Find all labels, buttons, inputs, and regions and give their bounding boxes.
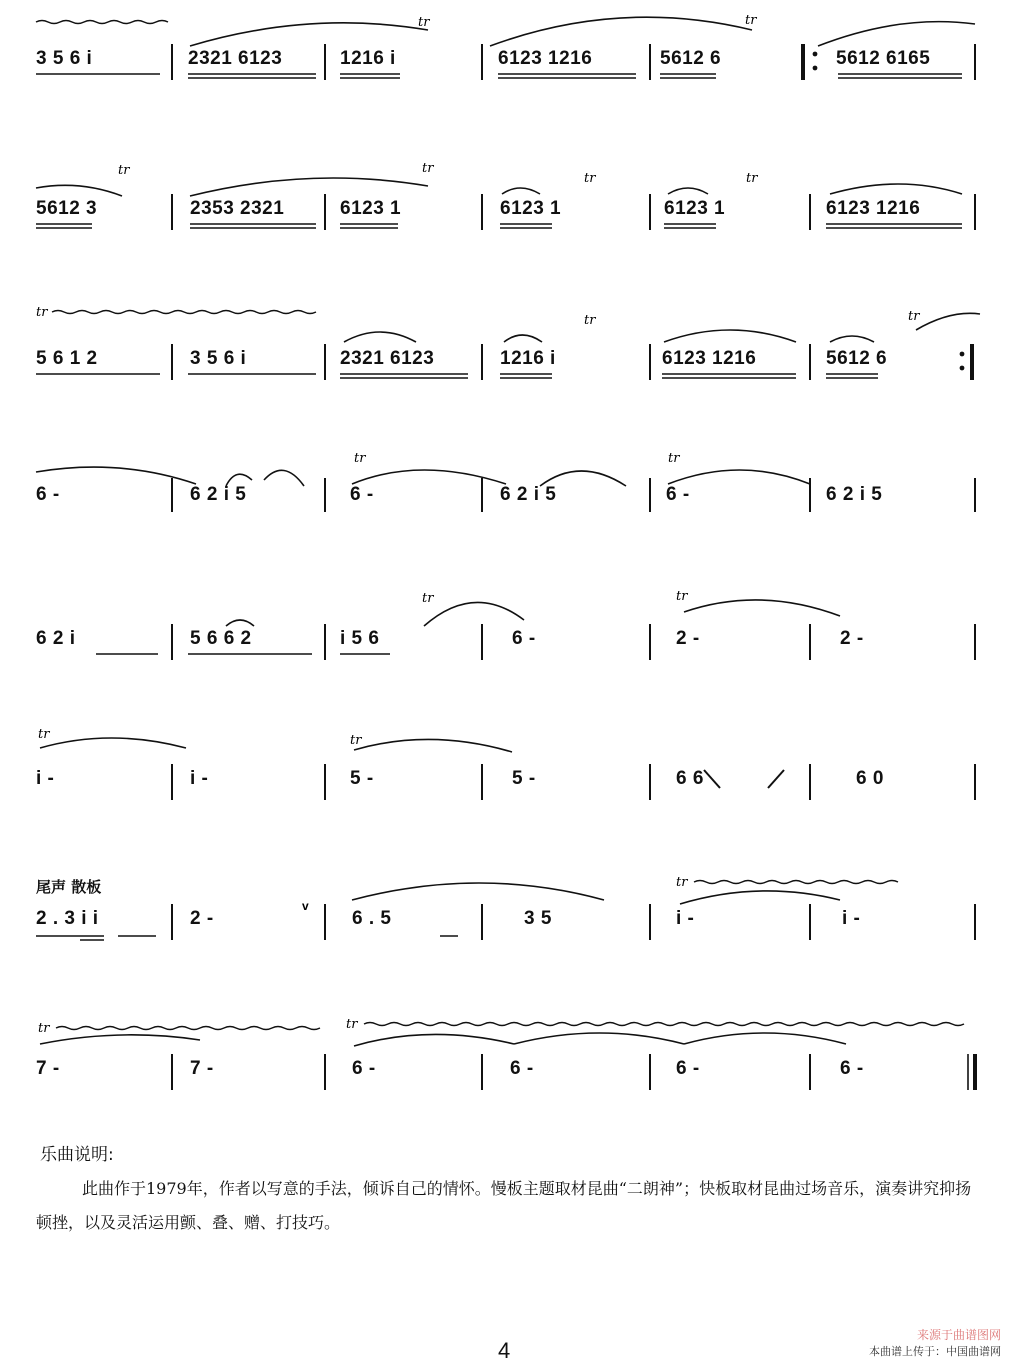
measure: 6 - — [36, 484, 60, 505]
measure: 6 0 — [856, 768, 884, 789]
notes-section-body: 此曲作于1979年，作者以写意的手法，倾诉自己的情怀。慢板主题取材昆曲“二朗神”；快板取材昆曲过场音乐，演奏讲究抑扬顿挫，以及灵活运用颤、叠、赠、打技巧。 — [36, 1179, 972, 1232]
measure: 2321 6123 — [340, 348, 435, 369]
measure: 6 - — [512, 628, 536, 649]
measure: 3 5 — [524, 908, 552, 929]
measure: 2353 2321 — [190, 198, 285, 219]
watermark — [869, 1326, 1001, 1359]
page-number: 4 — [498, 1338, 511, 1363]
trill-mark: tr — [418, 15, 430, 30]
measure: i - — [676, 908, 695, 929]
trill-mark: tr — [676, 875, 688, 890]
score-system-1 — [0, 0, 1013, 120]
trill-mark: tr — [422, 591, 434, 606]
trill-mark: tr — [36, 305, 48, 320]
measure: 6 - — [666, 484, 690, 505]
measure: 3 5 6 i — [190, 348, 247, 369]
score-system-6 — [0, 720, 1013, 840]
measure: 2 - — [190, 908, 214, 929]
measure: 6 - — [350, 484, 374, 505]
measure: i - — [190, 768, 209, 789]
measure: 1216 i — [340, 48, 396, 69]
score-system-2 — [0, 150, 1013, 270]
measure: 6123 1216 — [826, 198, 921, 219]
measure: 5 - — [512, 768, 536, 789]
measure: 7 - — [36, 1058, 60, 1079]
watermark-source-text: 来源于曲谱图网 — [916, 1328, 1001, 1342]
measure: 6123 1216 — [662, 348, 757, 369]
trill-mark: tr — [668, 451, 680, 466]
measure: 5 6 1 2 — [36, 348, 98, 369]
score-system-3 — [0, 300, 1013, 420]
measure: i - — [842, 908, 861, 929]
measure: 6 - — [352, 1058, 376, 1079]
notes-section-title: 乐曲说明: — [40, 1145, 114, 1165]
measure: 6 - — [510, 1058, 534, 1079]
trill-mark: tr — [584, 313, 596, 328]
measure: 7 - — [190, 1058, 214, 1079]
score-system-4 — [0, 450, 1013, 570]
coda-section-label: 尾声 散板 — [36, 878, 102, 896]
measure: 6 6 — [676, 768, 704, 789]
measure: 3 5 6 i — [36, 48, 93, 69]
trill-mark: tr — [676, 589, 688, 604]
trill-mark: tr — [746, 171, 758, 186]
measure: 6 . 5 — [352, 908, 392, 929]
measure: 6 - — [676, 1058, 700, 1079]
measure: 2 . 3 i i — [36, 908, 99, 929]
measure: i - — [36, 768, 55, 789]
measure: 6 2 i 5 — [826, 484, 883, 505]
measure: 6123 1 — [340, 198, 402, 219]
measure: 6 2 i 5 — [190, 484, 247, 505]
score-system-7 — [0, 860, 1013, 980]
measure: 2 - — [676, 628, 700, 649]
trill-mark: tr — [346, 1017, 358, 1032]
measure: 5612 6 — [826, 348, 888, 369]
watermark-upload-text: 本曲谱上传于：中国曲谱网 — [869, 1345, 1001, 1358]
measure: 5 6 6 2 — [190, 628, 252, 649]
measure: 5612 6 — [660, 48, 722, 69]
trill-mark: tr — [745, 13, 757, 28]
measure: 6 2 i — [36, 628, 76, 649]
measure: 6 - — [840, 1058, 864, 1079]
measure: 6123 1216 — [498, 48, 593, 69]
trill-mark: tr — [354, 451, 366, 466]
trill-mark: tr — [422, 161, 434, 176]
measure: i 5 6 — [340, 628, 380, 649]
trill-mark: tr — [38, 1021, 50, 1036]
system-7-markings — [0, 860, 1013, 980]
score-system-8 — [0, 1000, 1013, 1120]
trill-mark: tr — [584, 171, 596, 186]
measure: 2 - — [840, 628, 864, 649]
measure: 5612 6165 — [836, 48, 931, 69]
trill-mark: tr — [38, 727, 50, 742]
measure: 6123 1 — [664, 198, 726, 219]
score-system-5 — [0, 580, 1013, 700]
measure: 5612 3 — [36, 198, 98, 219]
trill-mark: tr — [350, 733, 362, 748]
measure: 6123 1 — [500, 198, 562, 219]
svg-text:v: v — [302, 899, 309, 913]
trill-mark: tr — [908, 309, 920, 324]
system-4-markings — [0, 450, 1013, 570]
measure: 6 2 i 5 — [500, 484, 557, 505]
measure: 1216 i — [500, 348, 556, 369]
trill-mark: tr — [118, 163, 130, 178]
measure: 2321 6123 — [188, 48, 283, 69]
measure: 5 - — [350, 768, 374, 789]
